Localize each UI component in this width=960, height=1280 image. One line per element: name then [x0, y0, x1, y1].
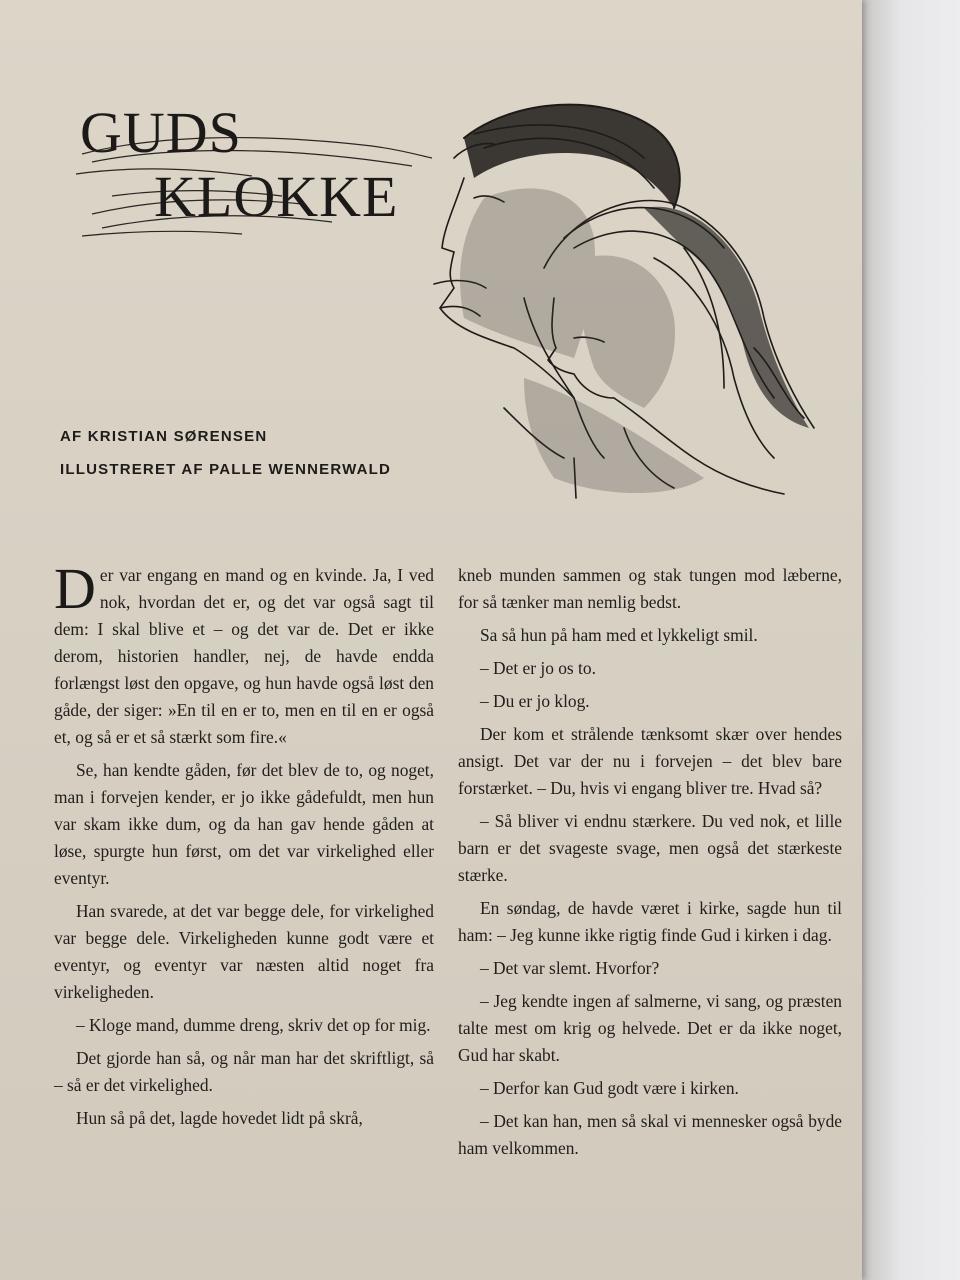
credits: [60, 428, 480, 494]
paragraph: – Jeg kendte ingen af salmerne, vi sang, og præsten talte mest om krig og helvede. Det er da ikke noget, Gud har skabt.: [458, 991, 842, 1065]
paragraph: kneb munden sammen og stak tungen mod læberne, for så tænker man nemlig bedst.: [458, 565, 842, 612]
paragraph: [54, 556, 434, 751]
left-column: [54, 556, 434, 1138]
paragraph: Der kom et strålende tænksomt skær over hendes ansigt. Det var der nu i forvejen – det blev bare forstærket. – Du, hvis vi engang bliver tre. Hvad så?: [458, 724, 842, 798]
couple-illustration: [424, 98, 824, 508]
paragraph-text: er var engang en mand og en kvinde. Ja, I ved nok, hvordan det er, og det var også sagt til dem: I skal blive et – og det var de. Det er ikke derom, historien handler, nej, de havde endda forlængst løst den opgave, og hun havde også løst den gåde, der siger: »En til en er to, men en til en er også et, og så er et så stærkt som fire.«: [54, 565, 434, 747]
paragraph: – Du er jo klog.: [480, 691, 590, 711]
right-column: [458, 562, 842, 1168]
paragraph: Han svarede, at det var begge dele, for virkelighed var begge dele. Virkeligheden kunne godt være et eventyr, og eventyr var næsten altid noget fra virkeligheden.: [54, 901, 434, 1002]
paragraph: – Derfor kan Gud godt være i kirken.: [480, 1078, 739, 1098]
paragraph: En søndag, de havde været i kirke, sagde hun til ham: – Jeg kunne ikke rigtig finde Gud i kirken i dag.: [458, 898, 842, 945]
author-credit: AF KRISTIAN SØRENSEN: [60, 428, 268, 445]
paragraph: – Så bliver vi endnu stærkere. Du ved nok, et lille barn er det svageste svage, men også det stærkeste stærke.: [458, 811, 842, 885]
paragraph: – Kloge mand, dumme dreng, skriv det op for mig.: [76, 1015, 431, 1035]
paragraph: Det gjorde han så, og når man har det skriftligt, så – så er det virkelighed.: [54, 1048, 434, 1095]
title-line-2: KLOKKE: [154, 164, 399, 229]
paragraph: Sa så hun på ham med et lykkeligt smil.: [480, 625, 758, 645]
paragraph: – Det er jo os to.: [480, 658, 596, 678]
paragraph: Hun så på det, lagde hovedet lidt på skrå,: [76, 1108, 363, 1128]
paragraph: Se, han kendte gåden, før det blev de to, og noget, man i forvejen kender, er jo ikke gådefuldt, men hun var skam ikke dum, og da han gav hende gåden at løse, spurgte hun først, om det var virkelighed eller eventyr.: [54, 760, 434, 888]
paragraph: – Det kan han, men så skal vi mennesker også byde ham velkommen.: [458, 1111, 842, 1158]
story-title: [72, 96, 432, 246]
page-edge-background: [862, 0, 960, 1280]
drop-cap: D: [54, 556, 96, 621]
title-line-1: GUDS: [80, 100, 242, 165]
illustrator-credit: ILLUSTRERET AF PALLE WENNERWALD: [60, 461, 392, 478]
paragraph: – Det var slemt. Hvorfor?: [480, 958, 660, 978]
